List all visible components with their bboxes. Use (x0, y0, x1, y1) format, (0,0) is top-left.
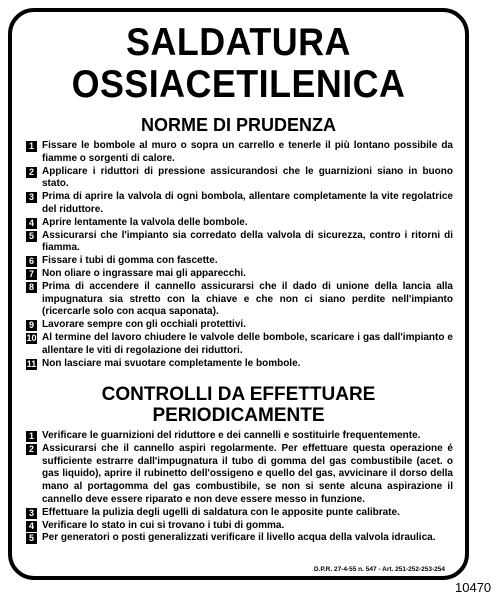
list-item (26, 430, 453, 443)
item-number: 9 (26, 320, 37, 331)
list-item (26, 268, 453, 281)
item-number: 1 (26, 141, 37, 152)
list-item (26, 166, 453, 192)
item-number: 1 (26, 431, 37, 442)
list-item (26, 332, 453, 358)
item-number: 10 (26, 332, 37, 343)
item-number: 2 (26, 444, 37, 455)
list-item (26, 358, 453, 371)
section1-title: NORME DI PRUDENZA (140, 115, 336, 135)
item-number: 5 (26, 231, 37, 242)
list-item (26, 281, 453, 319)
list-item (26, 191, 453, 217)
item-text: Non lasciare mai svuotare completamente le bombole. (42, 357, 301, 369)
sign-title-line2: OSSIACETILENICA (71, 63, 406, 106)
list-item (26, 230, 453, 256)
section1-list (26, 140, 453, 370)
item-number: 4 (26, 521, 37, 532)
safety-sign (8, 8, 469, 580)
list-item (26, 520, 453, 533)
list-item (26, 319, 453, 332)
item-number: 5 (26, 533, 37, 544)
item-number: 3 (26, 192, 37, 203)
section2-list (26, 430, 453, 545)
item-text: Fissare le bombole al muro o sopra un carrello e tenerle il più lontano possibile da fiamme o sorgenti di calore. (42, 140, 453, 164)
section2-title-line2: PERIODICAMENTE (152, 405, 325, 426)
item-number: 7 (26, 269, 37, 280)
list-item (26, 255, 453, 268)
item-text: Fissare i tubi di gomma con fascette. (42, 255, 218, 267)
item-text: Assicurarsi che il cannello aspiri regolarmente. Per effettuare questa operazione é sufficiente estrarre dall'impugnatura il tubo di gomma del gas combustibile (acet. o gas liquido), aprire il rubinetto dell'ossigeno e quello del gas, avvicinare il dorso della mano al portagomma del gas combustibile, se non si sente alcuna aspirazione il cannello deve essere riparato e non deve essere messo in funzione. (42, 442, 453, 505)
product-code: 10470 (455, 580, 492, 595)
item-number: 3 (26, 508, 37, 519)
list-item (26, 507, 453, 520)
item-text: Prima di aprire la valvola di ogni bombola, allentare completamente la vite regolatrice del riduttore. (42, 191, 453, 215)
item-number: 11 (26, 358, 37, 369)
item-number: 8 (26, 282, 37, 293)
item-text: Per generatori o posti generalizzati verificare il livello acqua della valvola idraulica. (42, 532, 436, 544)
list-item (26, 217, 453, 230)
list-item (26, 140, 453, 166)
sign-title-line1: SALDATURA (126, 21, 351, 64)
list-item (26, 532, 453, 545)
item-text: Al termine del lavoro chiudere le valvole delle bombole, scaricare i gas dall'impianto e allentare le viti di regolazione dei riduttori. (42, 331, 453, 356)
item-text: Applicare i riduttori di pressione assicurandosi che le guarnizioni siano in buono stato. (42, 165, 453, 190)
section2-title (12, 384, 465, 426)
item-number: 4 (26, 218, 37, 229)
item-number: 2 (26, 167, 37, 178)
section2-title-line1: CONTROLLI DA EFFETTUARE (101, 384, 376, 405)
item-text: Assicurarsi che l'impianto sia corredato della valvola di sicurezza, contro i ritorni di fiamma. (42, 229, 453, 254)
item-text: Verificare lo stato in cui si trovano i tubi di gomma. (42, 519, 285, 531)
item-number: 6 (26, 256, 37, 267)
item-text: Aprire lentamente la valvola delle bombole. (42, 216, 248, 228)
list-item (26, 443, 453, 507)
item-text: Verificare le guarnizioni del riduttore e dei cannelli e sostituirle frequentemente. (42, 430, 421, 441)
item-text: Lavorare sempre con gli occhiali protettivi. (42, 319, 246, 331)
item-text: Non oliare o ingrassare mai gli apparecchi. (42, 267, 246, 279)
item-text: Prima di accendere il cannello assicurarsi che il dado di unione della lancia alla impugnatura sia stretto con la chiave e che non ci siano perdite nell'impianto (ricercarle solo con acqua saponata). (42, 280, 453, 318)
legal-reference: D.P.R. 27-4-55 n. 547 - Art. 251-252-253-254 (313, 566, 445, 573)
item-text: Effettuare la pulizia degli ugelli di saldatura con le apposite punte calibrate. (42, 506, 400, 518)
